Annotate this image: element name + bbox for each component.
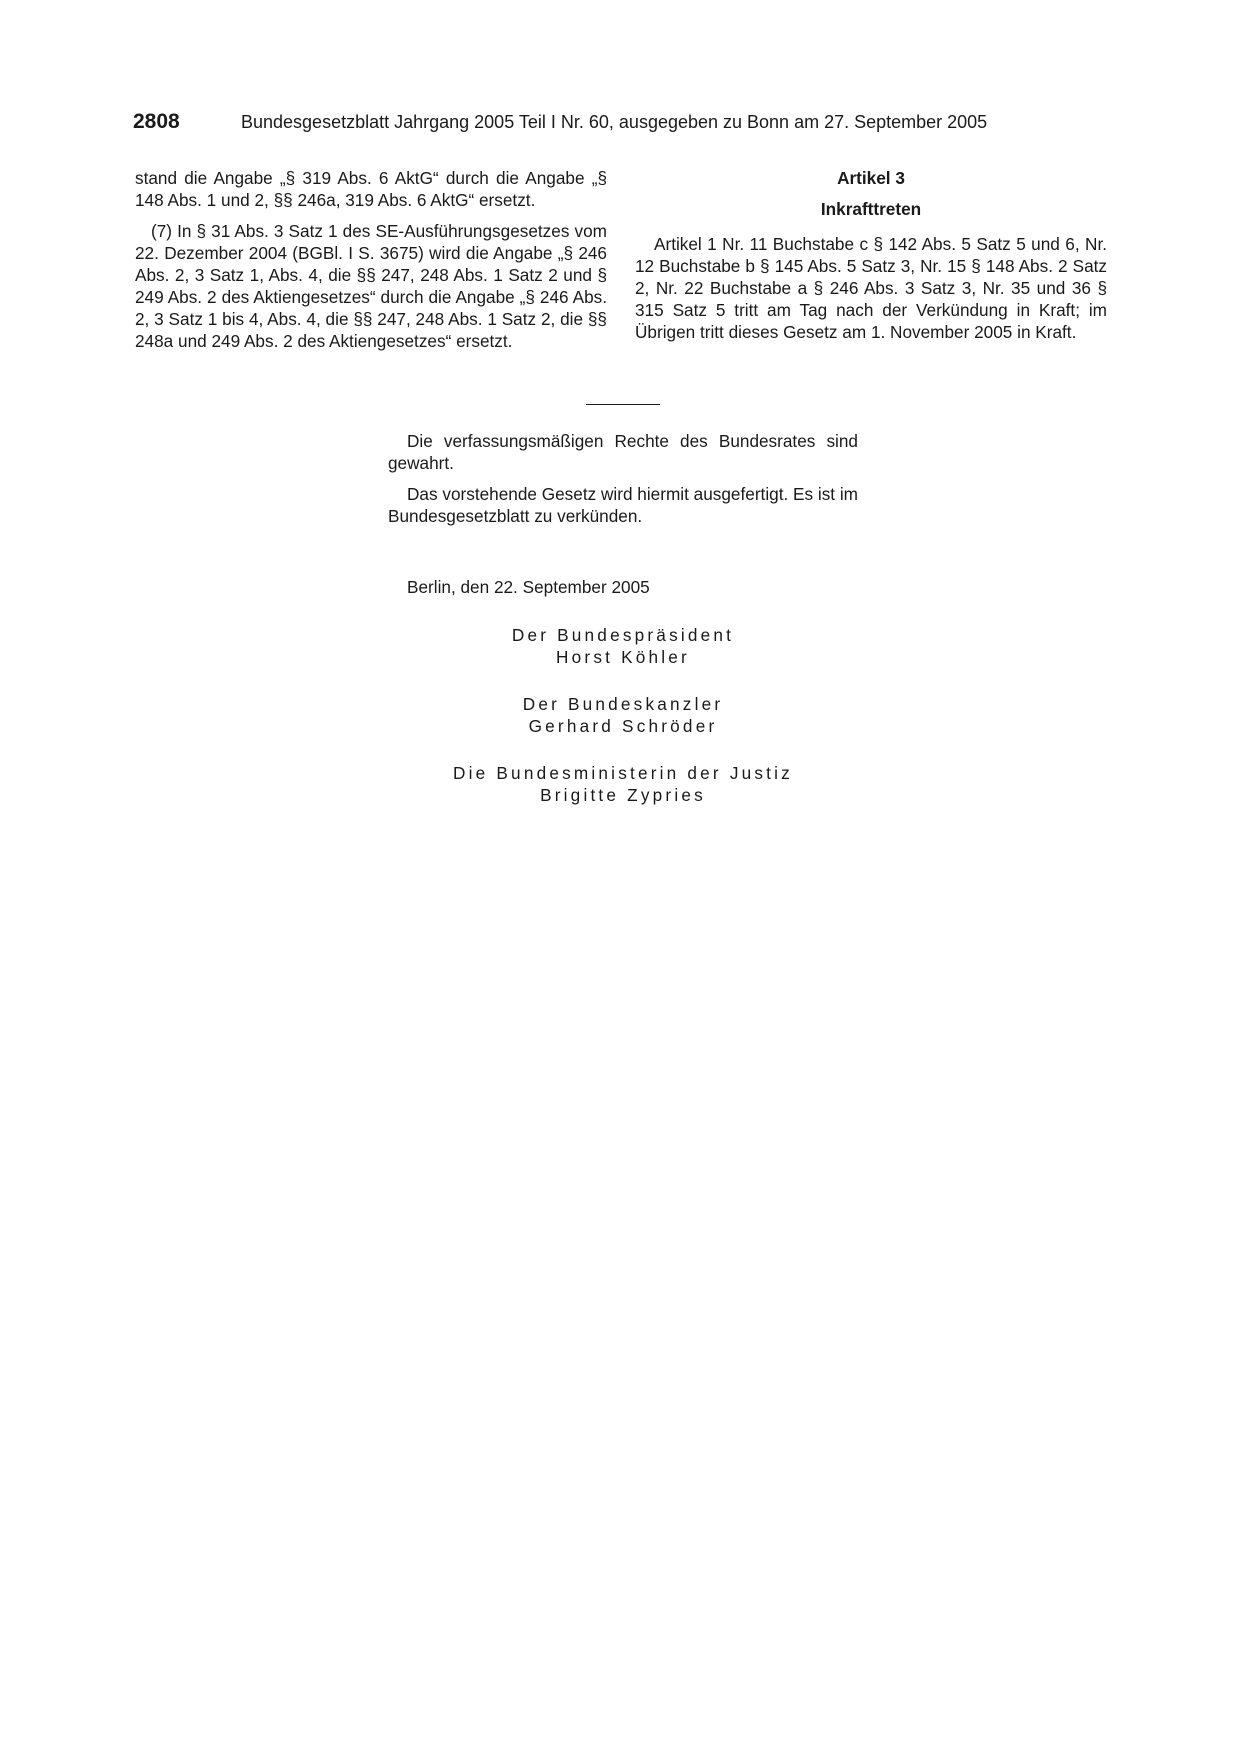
signatory-name: Brigitte Zypries [540, 785, 706, 805]
article-body: Artikel 1 Nr. 11 Buchstabe c § 142 Abs. 5 Satz 5 und 6, Nr. 12 Buchstabe b § 145 Abs. 5 Satz 3, Nr. 15 § 148 Abs. 2 Satz 2, Nr. 22 Buchstabe a § 246 Abs. 3 Satz 3, Nr. 35 und 36 § 315 Satz 5 tritt am Tag nach der Verkündung in Kraft; im Übrigen tritt dieses Gesetz am 1. November 2005 in Kraft. [635, 234, 1107, 342]
signature-block [388, 693, 858, 737]
paragraph-7: (7) In § 31 Abs. 3 Satz 1 des SE-Ausführungsgesetzes vom 22. Dezember 2004 (BGBl. I S. 3675) wird die Angabe „§ 246 Abs. 2, 3 Satz 1, Abs. 4, die §§ 247, 248 Abs. 1 Satz 2 und § 249 Abs. 2 des Aktiengesetzes“ durch die Angabe „§ 246 Abs. 2, 3 Satz 1 bis 4, Abs. 4, die §§ 247, 248 Abs. 1 Satz 2, die §§ 248a und 249 Abs. 2 des Aktiengesetzes“ ersetzt. [135, 221, 607, 351]
signature-block [388, 624, 858, 668]
page-number: 2808 [133, 110, 180, 133]
closing-paragraph: Die verfassungsmäßigen Rechte des Bundesrates sind gewahrt. [388, 431, 858, 473]
signatory-office: Der Bundeskanzler [522, 694, 724, 714]
section-separator [586, 404, 660, 405]
article-heading: Inkrafttreten [820, 199, 922, 219]
signatory-name: Gerhard Schröder [528, 716, 718, 736]
signatory-office: Die Bundesministerin der Justiz [453, 763, 793, 783]
article-number: Artikel 3 [837, 168, 905, 188]
signature-block [388, 762, 858, 806]
paragraph-continuation: stand die Angabe „§ 319 Abs. 6 AktG“ durch die Angabe „§ 148 Abs. 1 und 2, §§ 246a, 319 Abs. 6 AktG“ ersetzt. [135, 168, 607, 210]
left-column [135, 167, 607, 361]
place-date: Berlin, den 22. September 2005 [407, 577, 650, 597]
signature-blocks [388, 624, 858, 831]
signatory-name: Horst Köhler [556, 647, 690, 667]
right-column [635, 167, 1107, 352]
signatory-office: Der Bundespräsident [511, 625, 735, 645]
closing-paragraph: Das vorstehende Gesetz wird hiermit ausgefertigt. Es ist im Bundesgesetzblatt zu verkünden. [388, 484, 858, 526]
gazette-title: Bundesgesetzblatt Jahrgang 2005 Teil I Nr. 60, ausgegeben zu Bonn am 27. September 2005 [241, 112, 988, 132]
closing-formula [388, 430, 858, 536]
